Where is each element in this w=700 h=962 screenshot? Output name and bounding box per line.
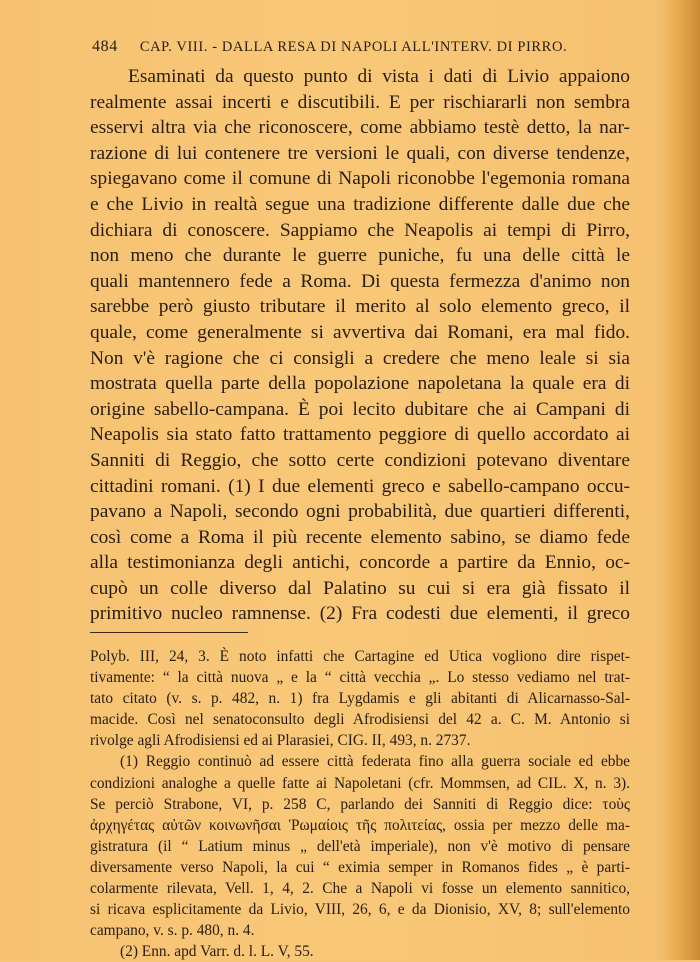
footnote-line: tato citato (v. s. p. 482, n. 1) fra Lygdamis e gli abitanti di Alicarnasso-Sal- <box>90 690 630 708</box>
body-line: dichiara di conoscere. Sappiamo che Neapolis ai tempi di Pirro, <box>90 219 630 241</box>
body-line: alla testimonianza degli antichi, concorde a partire da Ennio, oc- <box>90 552 630 574</box>
footnote-divider <box>90 632 248 633</box>
body-line: Neapolis sia stato fatto trattamento peggiore di quello accordato ai <box>90 424 630 446</box>
body-line: razione di lui contenere tre versioni le quali, con diverse tendenze, <box>90 142 630 164</box>
body-line: quale, come generalmente si avvertiva dai Romani, era mal fido. <box>90 321 630 343</box>
body-line: Non v'è ragione che ci consigli a credere che meno leale si sia <box>90 347 630 369</box>
footnote-line: rivolge agli Afrodisiensi ed ai Plarasiei, CIG. II, 493, n. 2737. <box>90 732 471 750</box>
footnote-line: tivamente: “ la città nuova „ e la “ città vecchia „. Lo stesso vediamo nel trat- <box>90 669 630 687</box>
body-line: realmente assai incerti e discutibili. E per rischiararli non sembra <box>90 91 630 113</box>
footnote-2: (2) Enn. apd Varr. d. l. L. V, 55. <box>120 943 314 961</box>
footnote-line: condizioni analoghe a quelle fatte ai Napoletani (cfr. Mommsen, ad CIL. X, n. 3). <box>90 774 630 792</box>
footnote-line: diversamente verso Napoli, la cui “ eximia semper in Romanos fides „ è parti- <box>90 858 630 876</box>
page-number: 484 <box>92 38 118 55</box>
body-line: origine sabello-campana. È poi lecito dubitare che ai Campani di <box>90 398 630 420</box>
body-line: primitivo nucleo ramnense. (2) Fra codesti due elementi, il greco <box>90 603 630 625</box>
body-line: esservi altra via che riconoscere, come abbiamo testè detto, la nar- <box>90 117 630 139</box>
body-line: così come a Roma il più recente elemento sabino, se diamo fede <box>90 526 630 548</box>
body-line: non meno che durante le guerre puniche, fu una delle città le <box>90 245 630 267</box>
body-line: e che Livio in realtà segue una tradizione differente dalle due che <box>90 193 630 215</box>
body-line: pavano a Napoli, secondo ogni probabilità, due quartieri differenti, <box>90 501 630 523</box>
body-text <box>90 64 630 627</box>
footnote-line: colarmente rilevata, Vell. 1, 4, 2. Che a Napoli vi fosse un elemento sannitico, <box>90 880 630 898</box>
body-line: cittadini romani. (1) I due elementi greco e sabello-campano occu- <box>90 475 630 497</box>
body-line: mostrata quella parte della popolazione napoletana la quale era di <box>90 373 630 395</box>
footnote-line: gistratura (il “ Latium minus „ dell'età imperiale), non v'è motivo di pensare <box>90 837 630 855</box>
body-line: Esaminati da questo punto di vista i dati di Livio appaiono <box>128 66 630 87</box>
footnote-line: Polyb. III, 24, 3. È noto infatti che Cartagine ed Utica vogliono dire rispet- <box>90 648 630 665</box>
footnote-line: Se perciò Strabone, VI, p. 258 C, parlando dei Sanniti di Reggio dice: τοὺς <box>90 795 630 813</box>
footnote-line: campano, v. s. p. 480, n. 4. <box>90 922 255 940</box>
body-line: quali mantennero fede a Roma. Di questa fermezza d'animo non <box>90 270 630 292</box>
running-header <box>92 38 612 56</box>
footnote-line: macide. Così nel senatoconsulto degli Afrodisiensi del 42 a. C. M. Antonio si <box>90 711 630 729</box>
running-title: CAP. VIII. - DALLA RESA DI NAPOLI ALL'INTERV. DI PIRRO. <box>139 39 568 55</box>
footnote-1: (1) Reggio continuò ad essere città federata fino alla guerra sociale ed ebbe <box>120 753 630 771</box>
footnotes <box>90 646 630 962</box>
footnote-line: ἀρχηγέτας αὐτῶν κοινωνῆσαι Ῥωμαίοις τῆς πολιτείας, ossia per mezzo delle ma- <box>90 816 630 834</box>
body-line: sarebbe però giusto tributare il merito al solo elemento greco, il <box>90 296 630 318</box>
body-line: cupò un colle diverso dal Palatino su cui si era già fissato il <box>90 577 630 599</box>
footnote-line: si ricava esplicitamente da Livio, VIII, 26, 6, e da Dionisio, XV, 8; sull'elemento <box>90 901 630 919</box>
body-line: Sanniti di Reggio, che sotto certe condizioni potevano diventare <box>90 449 630 471</box>
body-line: spiegavano come il comune di Napoli riconobbe l'egemonia romana <box>90 168 630 190</box>
